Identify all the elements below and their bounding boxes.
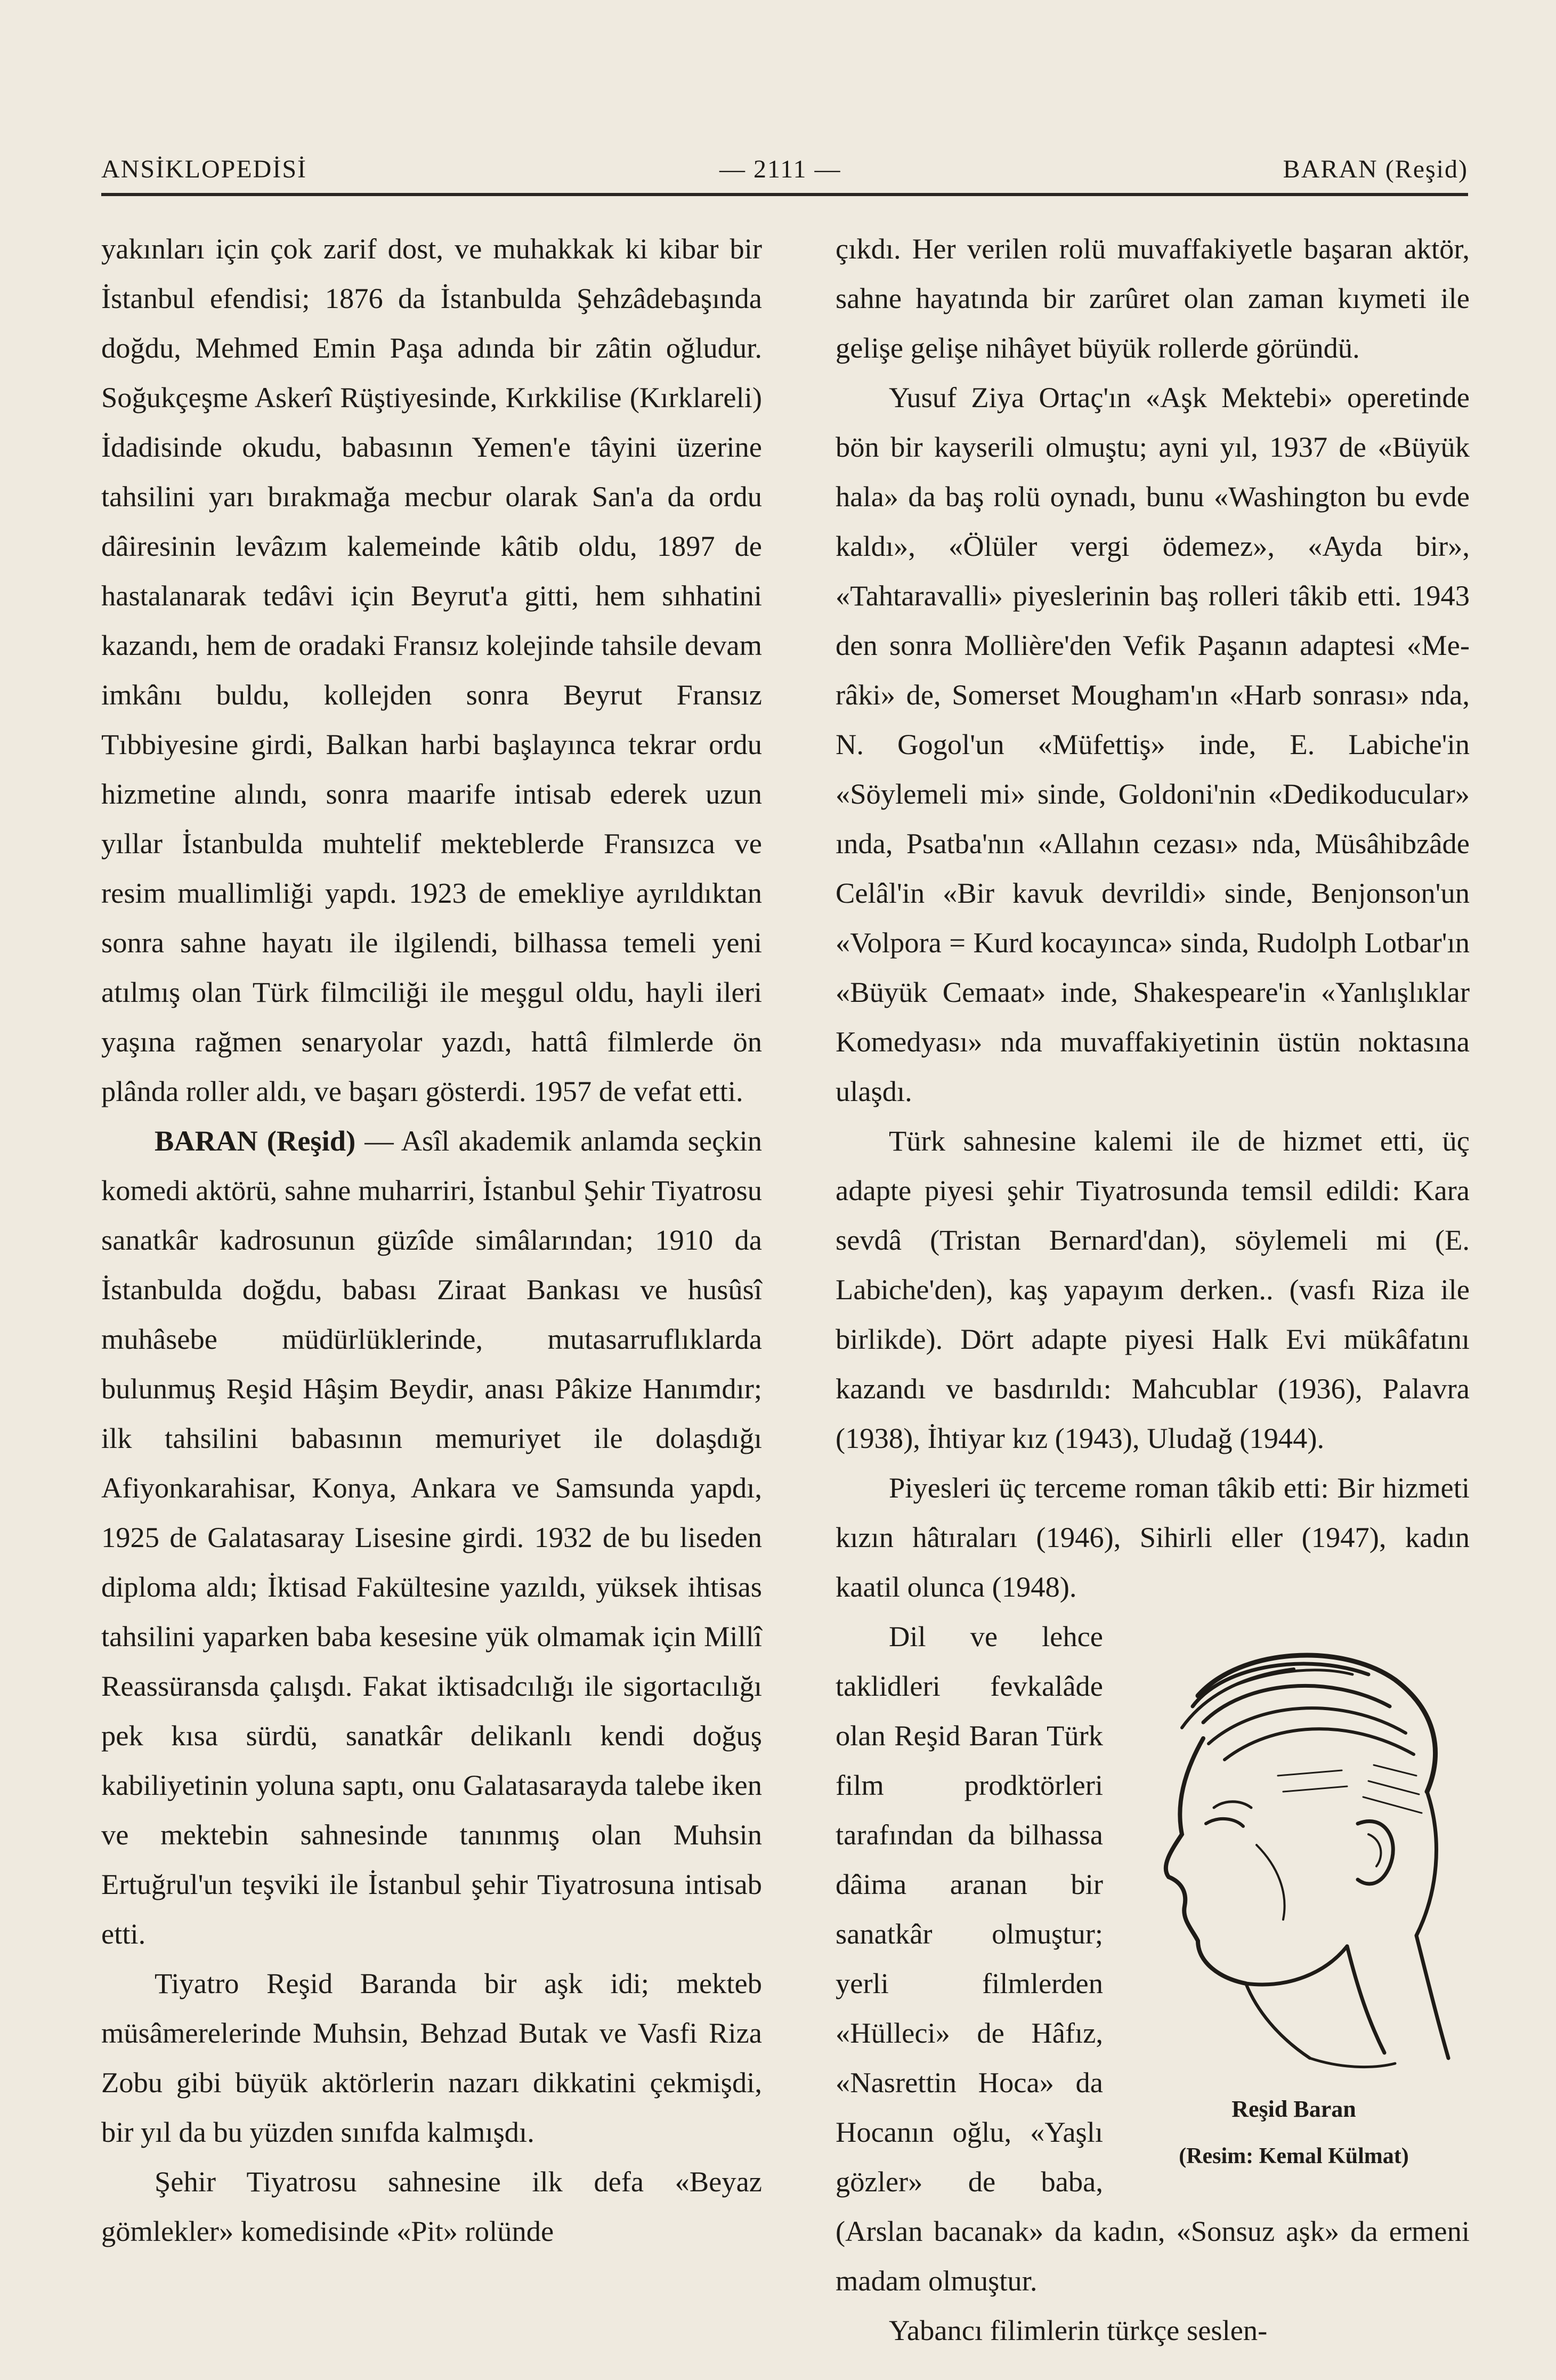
entry-text: — Asîl akademik anlamda seçkin komedi aktörü, sahne muharriri, İstanbul Şehir Tiyatrosu sanatkâr kadrosunun güzîde simâlarından; 1910 da İstanbulda doğdu, babası Ziraat Bankası ve husûsî muhâsebe müdürlüklerinde, mutasarruflıklarda bulunmuş Reşid Hâşim Beydir, anası Pâkize Hanımdır; ilk tahsilini babasının memuriyet ile dolaşdığı Afiyonkarahisar, Konya, Ankara ve Samsunda yapdı, 1925 de Galatasaray Lisesine girdi. 1932 de bu liseden diploma aldı; İktisad Fakültesine yazıldı, yüksek ihtisas tahsilini yaparken baba kesesine yük olmamak için Millî Reassüransda çalışdı. Fakat iktisadcılığı ile sigortacılığı pek kısa sürdü, sanatkâr delikanlı kendi doğuş kabiliyetinin yoluna saptı, onu Galatasarayda talebe iken ve mektebin sahnesinde tanınmış olan Muhsin Ertuğrul'un teşviki ile İstanbul şehir Tiyatrosuna intisab etti. xyxy=(101,1124,763,1950)
left-column xyxy=(101,224,762,2256)
paragraph: Piyesleri üç terceme roman tâkib etti: Bir hizmeti kızın hâtıraları (1946), Sihirli eller (1947), kadın kaatil olunca (1948). xyxy=(836,1471,1470,1603)
page-header xyxy=(101,144,1468,192)
paragraph: Türk sahnesine kalemi ile de hizmet etti, üç adapte piyesi şehir Tiyatrosunda temsil edildi: Kara sevdâ (Tristan Bernard'dan), söylemeli mi (E. Labiche'den), kaş yapayım derken.. (vasfı Riza ile birlikde). Dört adapte piyesi Halk Evi mükâfatını kazandı ve basdırıldı: Mahcublar (1936), Palavra (1938), İhtiyar kız (1943), Uludağ (1944). xyxy=(836,1124,1470,1454)
right-column xyxy=(836,224,1470,2355)
paragraph: Şehir Tiyatrosu sahnesine ilk defa «Beyaz gömlekler» komedisinde «Pit» rolünde xyxy=(101,2165,762,2247)
portrait-sketch xyxy=(1118,1616,1470,2085)
paragraph: Dil ve lehce taklidleri fevkalâde olan Reşid Baran Türk film prodktörleri tarafından da bilhassa dâima aranan bir sanatkâr olmuştur; yerli filmlerden «Hülleci» de Hâfız, «Nasrettin Hoca» da Hocanın oğlu, «Yaşlı gözler» de baba, (Arslan bacanak» da kadın, «Sonsuz aşk» da ermeni madam olmuştur. xyxy=(836,1620,1470,2297)
header-title: ANSİKLOPEDİSİ xyxy=(101,155,307,183)
entry-headword: BARAN (Reşid) xyxy=(155,1124,356,1157)
entry-paragraph xyxy=(101,1116,762,1958)
portrait-credit: (Resim: Kemal Külmat) xyxy=(1179,2144,1409,2168)
portrait-caption: Reşid Baran xyxy=(1231,2096,1356,2122)
page-number: — 2111 — xyxy=(719,155,841,183)
paragraph: Tiyatro Reşid Baranda bir aşk idi; mekteb müsâmerelerinde Muhsin, Behzad Butak ve Vasfi Riza Zobu gibi büyük aktörlerin nazarı dikkatini çekmişdi, bir yıl da bu yüzden sınıfda kalmışdı. xyxy=(101,1967,762,2148)
header-entry: BARAN (Reşid) xyxy=(1283,155,1468,183)
paragraph: çıkdı. Her verilen rolü muvaffakiyetle başaran aktör, sahne hayatında bir zarûret olan zaman kıymeti ile gelişe gelişe nihâyet büyük rollerde göründü. xyxy=(836,232,1470,364)
paragraph-with-portrait xyxy=(836,1612,1470,2355)
paragraph: yakınları için çok zarif dost, ve muhakkak ki kibar bir İstanbul efendisi; 1876 da İstanbulda Şehzâdebaşında doğdu, Mehmed Emin Paşa adında bir zâtin oğludur. Soğukçeşme Askerî Rüştiyesinde, Kırkkilise (Kırklareli) İdadisinde okudu, babasının Yemen'e tâyini üzerine tahsilini yarı bırakmağa mecbur olarak San'a da ordu dâiresinin levâzım kalemeinde kâtib oldu, 1897 de hastalanarak tedâvi için Beyrut'a gitti, hem sıhhatini kazandı, hem de oradaki Fransız kolejinde tahsile devam imkânı buldu, kollejden sonra Beyrut Fransız Tıbbiyesine girdi, Balkan harbi başlayınca tekrar ordu hizmetine alındı, sonra maarife intisab ederek uzun yıllar İstanbulda muhtelif mekteblerde Fransızca ve resim muallimliği yapdı. 1923 de emekliye ayrıldıktan sonra sahne hayatı ile ilgilendi, bilhassa temeli yeni atılmış olan Türk filmciliği ile meşgul oldu, hayli ileri yaşına rağmen senaryolar yazdı, hattâ filmlerde ön plânda roller aldı, ve başarı gösterdi. 1957 de vefat etti. xyxy=(101,232,762,1107)
paragraph: Yabancı filimlerin türkçe seslen- xyxy=(889,2314,1268,2346)
header-rule xyxy=(101,193,1468,196)
paragraph: Yusuf Ziya Ortaç'ın «Aşk Mektebi» operetinde bön bir kayserili olmuştu; ayni yıl, 1937 de «Büyük hala» da baş rolü oynadı, bunu «Washington bu evde kaldı», «Ölüler vergi ödemez», «Ayda bir», «Tahtaravalli» piyeslerinin baş rolleri tâkib etti. 1943 den sonra Mollière'den Vefik Paşanın adaptesi «Merâki» de, Somerset Mougham'ın «Harb sonrası» nda, N. Gogol'un «Müfettiş» inde, E. Labiche'in «Söylemeli mi» sinde, Goldoni'nin «Dedikoducular» ında, Psatba'nın «Allahın cezası» nda, Müsâhibzâde Celâl'in «Bir kavuk devrildi» sinde, Benjonson'un «Volpora = Kurd kocayınca» sinda, Rudolph Lotbar'ın «Büyük Cemaat» inde, Shakespeare'in «Yanlışlıklar Komedyası» nda muvaffakiyetinin üstün noktasına ulaşdı. xyxy=(836,381,1470,1107)
portrait-figure xyxy=(1118,1616,1470,2194)
